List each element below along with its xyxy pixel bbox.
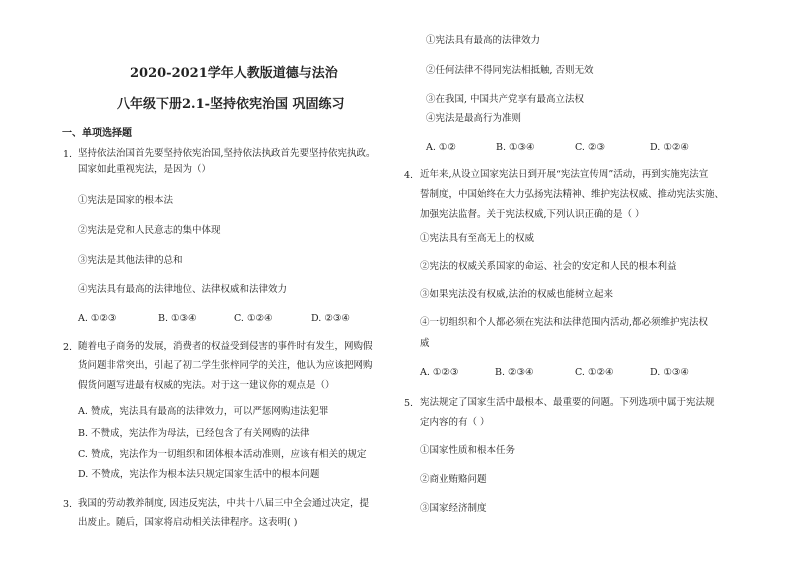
answer-option-b: B. ②③④: [495, 367, 534, 378]
statement-item: ④宪法具有最高的法律地位、法律权威和法律效力: [78, 284, 288, 295]
statement-item: 威: [420, 338, 430, 349]
question-number: 5.: [404, 398, 414, 409]
answer-option-b: B. 不赞成，宪法作为母法，已经包含了有关网购的法律: [78, 428, 310, 439]
answer-option-d: D. 不赞成，宪法作为根本法只规定国家生活中的根本问题: [78, 469, 320, 480]
question-number: 3.: [63, 499, 73, 510]
statement-item: ①宪法具有最高的法律效力: [426, 35, 541, 46]
question-stem-line: 假货问题写进最有权威的宪法。对于这一建议你的观点是（）: [78, 380, 335, 391]
question-stem-line: 誓制度，中国始终在大力弘扬宪法精神、维护宪法权威、推动宪法实施、: [420, 189, 725, 200]
statement-item: ④宪法是最高行为准则: [426, 113, 522, 124]
question-stem-line: 加强宪法监督。关于宪法权威,下列认识正确的是（ ）: [420, 209, 645, 220]
question-stem-line: 宪法规定了国家生活中最根本、最重要的问题。下列选项中属于宪法规: [420, 397, 715, 408]
question-number: 2.: [63, 342, 73, 353]
answer-option-c: C. 赞成，宪法作为一切组织和团体根本活动准则，应该有相关的规定: [78, 449, 367, 460]
answer-option-c: C. ②③: [575, 142, 606, 153]
document-title: 2020-2021学年人教版道德与法治: [130, 66, 338, 81]
answer-option-d: D. ①③④: [650, 367, 689, 378]
statement-item: ①国家性质和根本任务: [420, 445, 516, 456]
question-number: 1.: [63, 149, 73, 160]
statement-item: ④一切组织和个人都必须在宪法和法律范围内活动,都必须维护宪法权: [420, 317, 709, 328]
statement-item: ②商业贿赂问题: [420, 474, 487, 485]
answer-option-a: A. ①②③: [78, 313, 117, 324]
question-stem-line: 坚持依法治国首先要坚持依宪治国,坚持依法执政首先要坚持依宪执政。: [78, 148, 376, 159]
statement-item: ③宪法是其他法律的总和: [78, 255, 183, 266]
statement-item: ③国家经济制度: [420, 503, 487, 514]
answer-option-a: A. ①②③: [420, 367, 459, 378]
question-stem-line: 我国的劳动教养制度, 因违反宪法，中共十八届三中全会通过决定，提: [78, 498, 370, 509]
answer-option-c: C. ①②④: [234, 313, 273, 324]
answer-option-d: D. ①②④: [650, 142, 689, 153]
statement-item: ②宪法是党和人民意志的集中体现: [78, 225, 221, 236]
question-stem-line: 定内容的有（ ）: [420, 417, 490, 428]
answer-option-a: A. ①②: [426, 142, 456, 153]
document-subtitle: 八年级下册2.1-坚持依宪治国 巩固练习: [117, 97, 345, 112]
statement-item: ①宪法是国家的根本法: [78, 195, 174, 206]
answer-option-b: B. ①③④: [158, 313, 197, 324]
statement-item: ②任何法律不得同宪法相抵触, 否则无效: [426, 65, 594, 76]
question-stem-line: 货问题非常突出，引起了初二学生张梓同学的关注，他认为应该把网购: [78, 360, 373, 371]
statement-item: ③如果宪法没有权威,法治的权威也能树立起来: [420, 289, 614, 300]
answer-option-a: A. 赞成，宪法具有最高的法律效力，可以严惩网购违法犯罪: [78, 406, 329, 417]
statement-item: ③在我国, 中国共产党享有最高立法权: [426, 94, 585, 105]
question-stem-line: 近年来,从设立国家宪法日到开展“宪法宣传周”活动，再到实施宪法宣: [420, 169, 709, 180]
answer-option-c: C. ①②④: [575, 367, 614, 378]
question-number: 4.: [404, 170, 414, 181]
answer-option-d: D. ②③④: [311, 313, 350, 324]
question-stem-line: 出废止。随后，国家将启动相关法律程序。这表明( ): [78, 517, 298, 528]
question-stem-line: 国家如此重视宪法，是因为（）: [78, 164, 212, 175]
statement-item: ②宪法的权威关系国家的命运、社会的安定和人民的根本利益: [420, 261, 677, 272]
question-stem-line: 随着电子商务的发展，消费者的权益受到侵害的事件时有发生，网购假: [78, 341, 373, 352]
answer-option-b: B. ①③④: [496, 142, 535, 153]
statement-item: ①宪法具有至高无上的权威: [420, 233, 535, 244]
section-heading: 一、单项选择题: [62, 128, 132, 139]
